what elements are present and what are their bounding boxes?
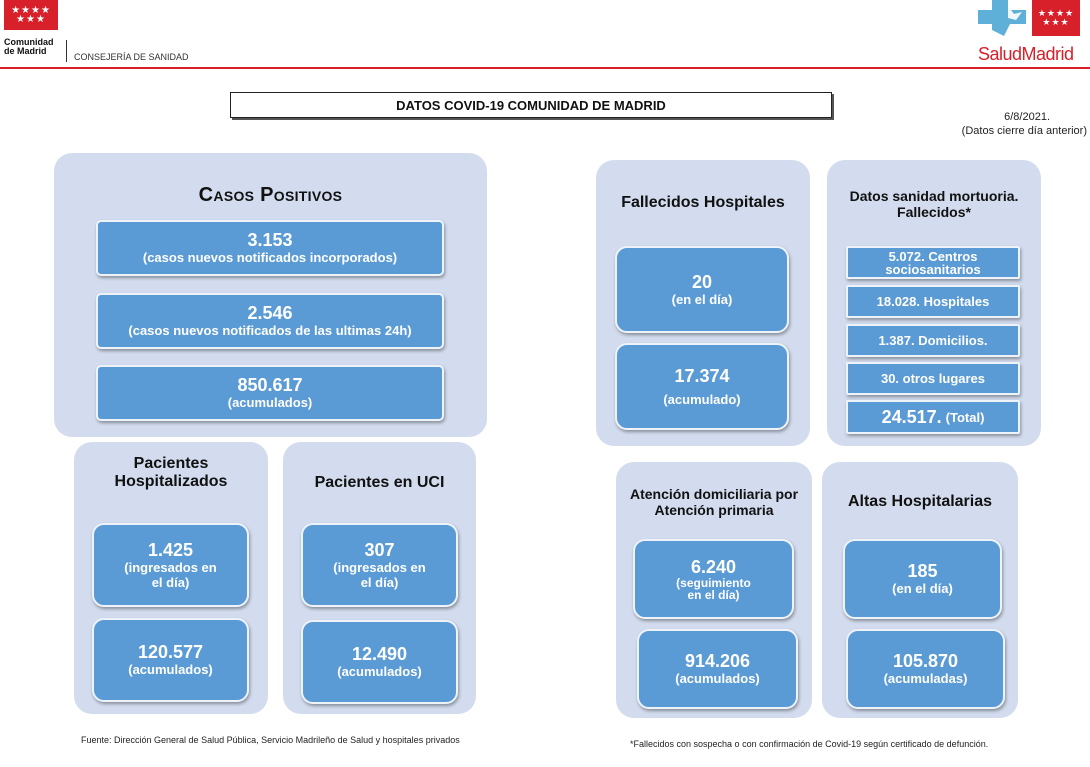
- mortuoria-item-centros-line1: 5.072. Centros: [888, 248, 978, 264]
- altas-dia-value: 185: [907, 561, 938, 581]
- report-date-note: (Datos cierre día anterior): [961, 125, 1087, 137]
- org-name-line1: Comunidad: [4, 37, 54, 47]
- fallecidos-footnote: *Fallecidos con sospecha o con confirmación de Covid-19 según certificado de defunción.: [630, 739, 989, 749]
- casos-card-acumulados: [96, 365, 444, 421]
- report-date: 6/8/2021.: [1004, 111, 1050, 123]
- uci-dia-value: 307: [364, 539, 395, 560]
- altas-card-acumuladas: [846, 629, 1005, 709]
- atencion-acumulados-value: 914.206: [684, 651, 751, 671]
- uci-card-acumulados: [301, 620, 458, 704]
- mortuoria-title: [827, 188, 1041, 220]
- mortuoria-item-total: [846, 400, 1020, 434]
- fallecidos-card-acumulado: [615, 343, 789, 430]
- casos-nuevos-24h-value: 2.546: [247, 303, 293, 323]
- fallecidos-dia-label: (en el día): [671, 291, 733, 307]
- hospitalizados-title: [74, 455, 268, 491]
- uci-card-dia: [301, 523, 458, 607]
- header-separator: [66, 40, 67, 62]
- main-title: DATOS COVID-19 COMUNIDAD DE MADRID: [230, 92, 832, 118]
- fallecidos-acumulado-label: (acumulado): [663, 391, 741, 407]
- org-name: [4, 38, 54, 56]
- mortuoria-total-value: 24.517.: [881, 406, 942, 427]
- fallecidos-title: Fallecidos Hospitales: [621, 194, 785, 211]
- mortuoria-title-line2: Fallecidos*: [897, 204, 971, 220]
- mortuoria-item-hospitales: 18.028. Hospitales: [846, 285, 1020, 318]
- comunidad-madrid-logo: ★★★★ ★★★: [4, 0, 58, 30]
- hospitalizados-title-line1: Pacientes: [133, 455, 209, 472]
- atencion-acumulados-label: (acumulados): [675, 671, 760, 686]
- casos-nuevos-incorporados-label: (casos nuevos notificados incorporados): [142, 250, 398, 265]
- source-footnote: Fuente: Dirección General de Salud Pública, Servicio Madrileño de Salud y hospitales privados: [81, 735, 460, 745]
- altas-acumuladas-label: (acumuladas): [883, 671, 968, 686]
- mortuoria-total-label: (Total): [945, 409, 985, 425]
- atencion-card-dia: [633, 539, 794, 619]
- uci-dia-label-line2: el día): [360, 574, 399, 590]
- fallecidos-card-dia: [615, 246, 789, 333]
- atencion-card-acumulados: [637, 629, 798, 709]
- atencion-title-line2: Atención primaria: [654, 502, 774, 518]
- atencion-dia-label-line2: en el día): [687, 587, 740, 602]
- casos-positivos-title: Casos Positivos: [198, 184, 343, 206]
- fallecidos-acumulado-value: 17.374: [674, 365, 730, 386]
- fallecidos-dia-value: 20: [691, 271, 713, 292]
- altas-dia-label: (en el día): [892, 581, 953, 596]
- brand-name: SaludMadrid: [978, 44, 1074, 64]
- atencion-title-line1: Atención domiciliaria por: [629, 486, 799, 502]
- casos-card-nuevos-incorporados: [96, 220, 444, 276]
- hospitalizados-title-line2: Hospitalizados: [114, 473, 228, 490]
- hospitalizados-card-dia: [92, 523, 249, 607]
- casos-acumulados-value: 850.617: [237, 375, 303, 395]
- altas-title: Altas Hospitalarias: [847, 493, 993, 510]
- altas-acumuladas-value: 105.870: [892, 651, 959, 671]
- casos-acumulados-label: (acumulados): [227, 395, 313, 410]
- uci-title: Pacientes en UCI: [314, 474, 445, 491]
- hospitalizados-acumulados-label: (acumulados): [128, 662, 213, 677]
- hospitalizados-acumulados-value: 120.577: [137, 642, 204, 662]
- salud-madrid-cross-logo: [978, 0, 1028, 36]
- atencion-dia-value: 6.240: [690, 556, 737, 577]
- atencion-title: [616, 486, 812, 518]
- header-rule: [0, 67, 1090, 69]
- org-name-line2: de Madrid: [4, 46, 47, 56]
- mortuoria-item-domicilios: 1.387. Domicilios.: [846, 324, 1020, 357]
- hospitalizados-card-acumulados: [92, 618, 249, 702]
- hospitalizados-dia-label-line1: (ingresados en: [124, 559, 217, 575]
- casos-nuevos-incorporados-value: 3.153: [247, 230, 293, 250]
- altas-card-dia: [843, 539, 1002, 619]
- mortuoria-item-otros: 30. otros lugares: [846, 362, 1020, 395]
- hospitalizados-dia-label-line2: el día): [151, 574, 190, 590]
- department-name: CONSEJERÍA DE SANIDAD: [74, 52, 189, 62]
- hospitalizados-dia-value: 1.425: [147, 539, 194, 560]
- mortuoria-item-centros-line2: sociosanitarios: [885, 261, 981, 277]
- casos-card-nuevos-24h: [96, 293, 444, 349]
- atencion-dia-label-line1: (seguimiento: [676, 575, 751, 590]
- mortuoria-item-centros: [846, 246, 1020, 279]
- uci-acumulados-value: 12.490: [351, 644, 408, 664]
- madrid-flag-logo: ★★★★ ★★★: [1032, 0, 1080, 36]
- mortuoria-title-line1: Datos sanidad mortuoria.: [849, 188, 1019, 204]
- uci-dia-label-line1: (ingresados en: [333, 559, 426, 575]
- casos-nuevos-24h-label: (casos nuevos notificados de las ultimas 24h): [128, 323, 412, 338]
- uci-acumulados-label: (acumulados): [337, 664, 422, 679]
